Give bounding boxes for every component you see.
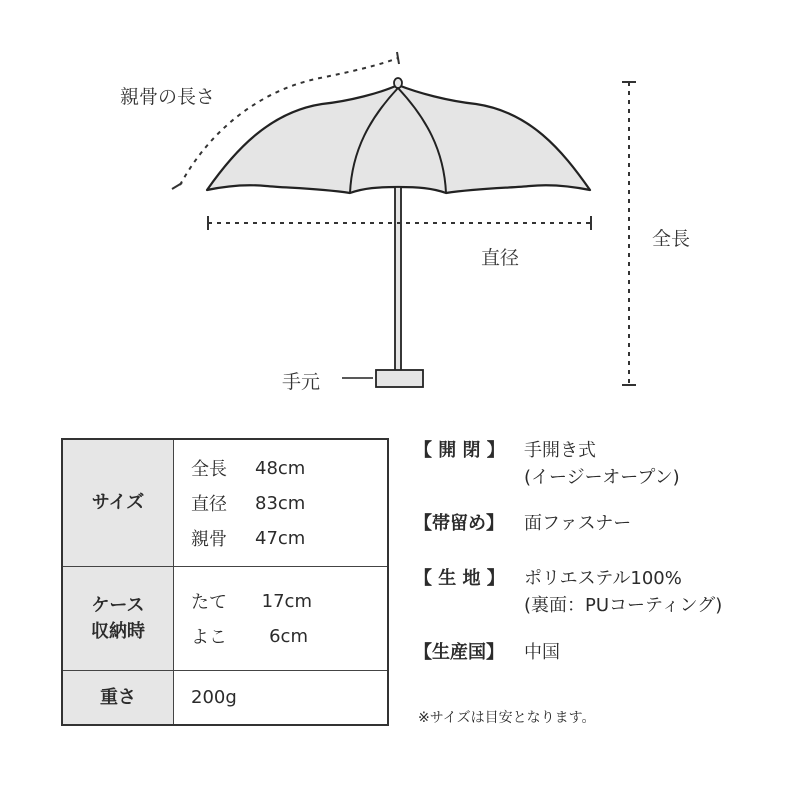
case-values xyxy=(174,567,387,671)
case-row: たて 17cm xyxy=(191,590,312,613)
total-length-label: 全長 xyxy=(652,228,691,250)
info-origin: 【生産国】 中国 xyxy=(414,642,560,663)
weight-value: 200g xyxy=(191,687,237,708)
weight-header: 重さ xyxy=(63,671,174,724)
umbrella-tip xyxy=(394,78,402,88)
size-note: ※サイズは目安となります。 xyxy=(418,710,596,726)
info-strap: 【帯留め】 面ファスナー xyxy=(414,513,632,534)
diameter-label: 直径 xyxy=(481,247,520,269)
size-row: 直径 83cm xyxy=(191,492,306,515)
case-header: ケース 収納時 xyxy=(63,567,174,671)
rib-length-label: 親骨の長さ xyxy=(120,86,216,108)
handle-label: 手元 xyxy=(282,371,321,393)
info-open-close: 【 開 閉 】 手開き式 (イージーオープン) xyxy=(414,440,680,488)
umbrella-handle xyxy=(376,370,423,387)
umbrella-shaft xyxy=(395,187,401,371)
case-row: よこ 6cm xyxy=(191,625,308,648)
size-header: サイズ xyxy=(63,440,174,567)
spec-table xyxy=(61,438,389,726)
size-row: 全長 48cm xyxy=(191,457,306,480)
info-fabric: 【 生 地 】 ポリエステル100% (裏面：PUコーティング) xyxy=(414,568,723,616)
umbrella-canopy xyxy=(207,85,590,193)
size-values xyxy=(174,440,387,567)
size-row: 親骨 47cm xyxy=(191,527,306,550)
